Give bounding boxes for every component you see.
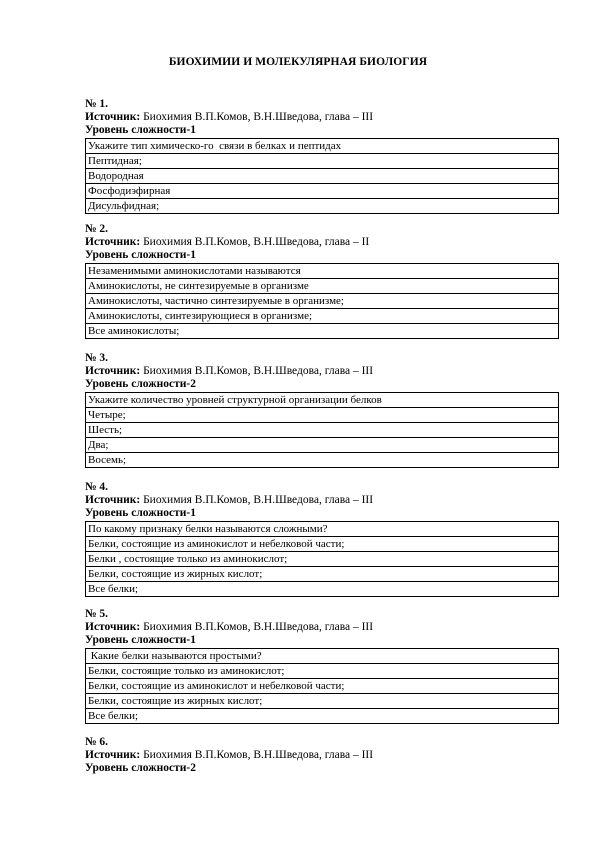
difficulty-level: Уровень сложности-1 xyxy=(85,507,196,519)
difficulty-level: Уровень сложности-2 xyxy=(85,762,196,774)
source-label: Источник: xyxy=(85,494,141,506)
answer-option: Белки, состоящие из аминокислот и небелковой части; xyxy=(86,679,559,694)
question-block xyxy=(85,98,561,214)
question-table xyxy=(85,521,559,597)
answer-option: Белки, состоящие из жирных кислот; xyxy=(86,567,559,582)
question-table xyxy=(85,138,559,214)
answer-option: Фосфодиэфирная xyxy=(86,184,559,199)
answer-option: Аминокислоты, синтезирующиеся в организме; xyxy=(86,309,559,324)
answer-option: Водородная xyxy=(86,169,559,184)
question-table xyxy=(85,392,559,468)
answer-option: Все белки; xyxy=(86,582,559,597)
answer-option: Аминокислоты, частично синтезируемые в организме; xyxy=(86,294,559,309)
source-label: Источник: xyxy=(85,621,141,633)
difficulty-level: Уровень сложности-1 xyxy=(85,124,196,136)
answer-option: Все аминокислоты; xyxy=(86,324,559,339)
answer-option: Белки, состоящие только из аминокислот; xyxy=(86,664,559,679)
answer-option: Аминокислоты, не синтезируемые в организме xyxy=(86,279,559,294)
question-block xyxy=(85,481,561,597)
answer-option: Белки , состоящие только из аминокислот; xyxy=(86,552,559,567)
question-source xyxy=(85,365,561,378)
question-prompt: Укажите тип химическо-го связи в белках и пептидах xyxy=(86,139,559,154)
source-label: Источник: xyxy=(85,236,141,248)
question-block xyxy=(85,352,561,468)
question-prompt: Укажите количество уровней структурной организации белков xyxy=(86,393,559,408)
source-text: Биохимия В.П.Комов, В.Н.Шведова, глава – III xyxy=(143,621,374,633)
source-label: Источник: xyxy=(85,365,141,377)
page-title: БИОХИМИИ И МОЛЕКУЛЯРНАЯ БИОЛОГИЯ xyxy=(168,56,428,68)
source-label: Источник: xyxy=(85,749,141,761)
answer-option: Шесть; xyxy=(86,423,559,438)
difficulty-level: Уровень сложности-1 xyxy=(85,249,196,261)
question-prompt: Какие белки называются простыми? xyxy=(86,649,559,664)
question-block xyxy=(85,223,561,339)
question-number: № 5. xyxy=(85,608,109,620)
question-number: № 1. xyxy=(85,98,109,110)
source-text: Биохимия В.П.Комов, В.Н.Шведова, глава – II xyxy=(143,236,370,248)
source-text: Биохимия В.П.Комов, В.Н.Шведова, глава – III xyxy=(143,749,374,761)
answer-option: Белки, состоящие из жирных кислот; xyxy=(86,694,559,709)
question-source xyxy=(85,111,561,124)
question-table xyxy=(85,263,559,339)
answer-option: Белки, состоящие из аминокислот и небелковой части; xyxy=(86,537,559,552)
question-number: № 3. xyxy=(85,352,109,364)
question-source xyxy=(85,236,561,249)
difficulty-level: Уровень сложности-2 xyxy=(85,378,196,390)
question-table xyxy=(85,648,559,724)
question-prompt: Незаменимыми аминокислотами называются xyxy=(86,264,559,279)
question-source xyxy=(85,494,561,507)
question-source xyxy=(85,749,561,762)
question-block xyxy=(85,736,561,775)
source-text: Биохимия В.П.Комов, В.Н.Шведова, глава – III xyxy=(143,111,374,123)
answer-option: Дисульфидная; xyxy=(86,199,559,214)
answer-option: Четыре; xyxy=(86,408,559,423)
source-text: Биохимия В.П.Комов, В.Н.Шведова, глава – III xyxy=(143,365,374,377)
difficulty-level: Уровень сложности-1 xyxy=(85,634,196,646)
answer-option: Два; xyxy=(86,438,559,453)
source-text: Биохимия В.П.Комов, В.Н.Шведова, глава – III xyxy=(143,494,374,506)
question-source xyxy=(85,621,561,634)
answer-option: Восемь; xyxy=(86,453,559,468)
question-block xyxy=(85,608,561,724)
source-label: Источник: xyxy=(85,111,141,123)
question-number: № 6. xyxy=(85,736,109,748)
answer-option: Все белки; xyxy=(86,709,559,724)
question-number: № 2. xyxy=(85,223,109,235)
question-prompt: По какому признаку белки называются сложными? xyxy=(86,522,559,537)
question-number: № 4. xyxy=(85,481,109,493)
answer-option: Пептидная; xyxy=(86,154,559,169)
